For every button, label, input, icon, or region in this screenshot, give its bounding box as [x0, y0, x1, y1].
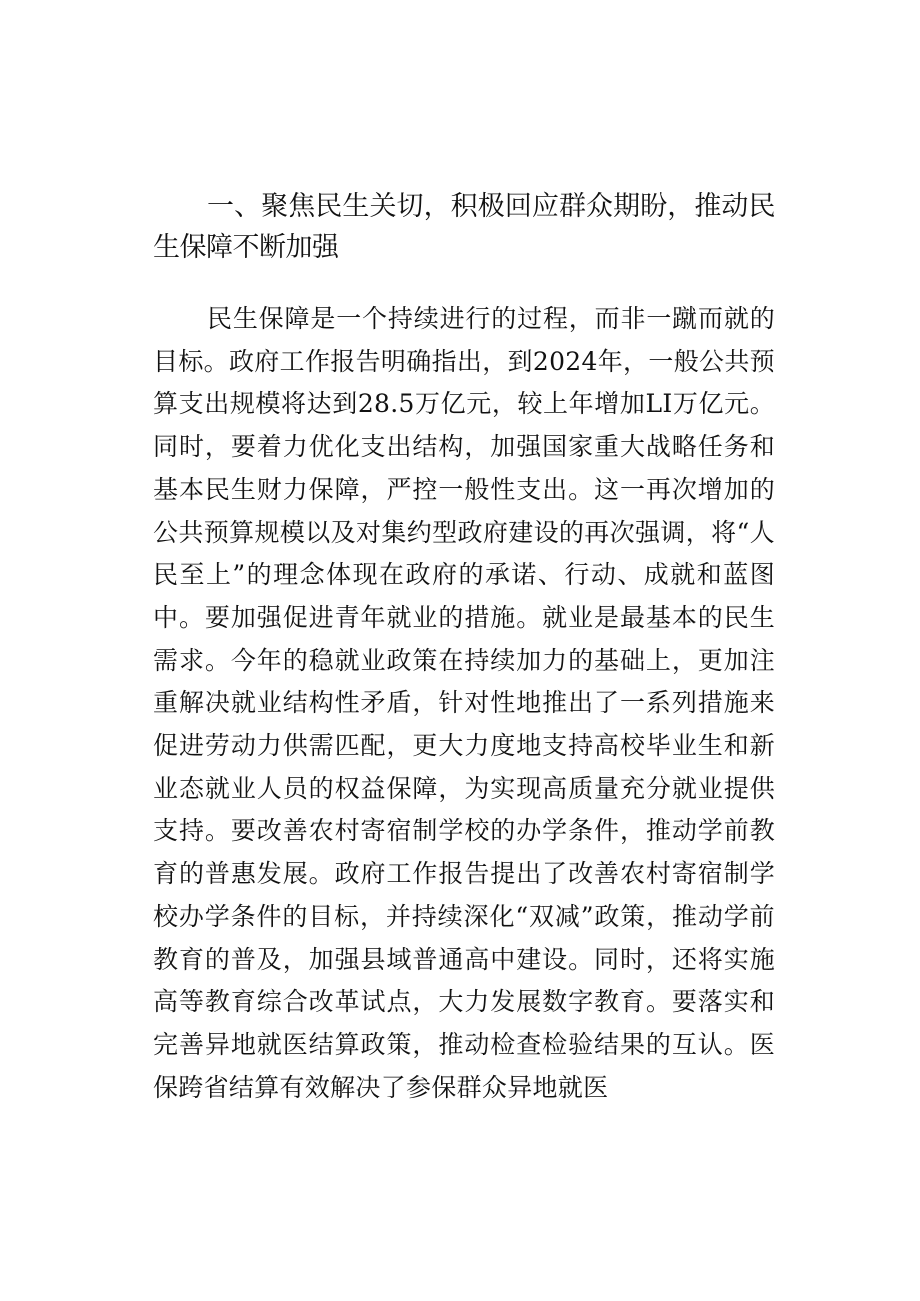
- document-body: [153, 186, 775, 1109]
- body-paragraph: 民生保障是一个持续进行的过程，而非一蹴而就的目标。政府工作报告明确指出，到2024年，一般公共预算支出规模将达到28.5万亿元，较上年增加LI万亿元。同时，要着力优化支出结构，加强国家重大战略任务和基本民生财力保障，严控一般性支出。这一再次增加的公共预算规模以及对集约型政府建设的再次强调，将“人民至上”的理念体现在政府的承诺、行动、成就和蓝图中。要加强促进青年就业的措施。就业是最基本的民生需求。今年的稳就业政策在持续加力的基础上，更加注重解决就业结构性矛盾，针对性地推出了一系列措施来促进劳动力供需匹配，更大力度地支持高校毕业生和新业态就业人员的权益保障，为实现高质量充分就业提供支持。要改善农村寄宿制学校的办学条件，推动学前教育的普惠发展。政府工作报告提出了改善农村寄宿制学校办学条件的目标，并持续深化“双减”政策，推动学前教育的普及，加强县域普通高中建设。同时，还将实施高等教育综合改革试点，大力发展数字教育。要落实和完善异地就医结算政策，推动检查检验结果的互认。医保跨省结算有效解决了参保群众异地就医: [153, 304, 775, 1102]
- section-heading: 一、聚焦民生关切，积极回应群众期盼，推动民生保障不断加强: [153, 191, 775, 263]
